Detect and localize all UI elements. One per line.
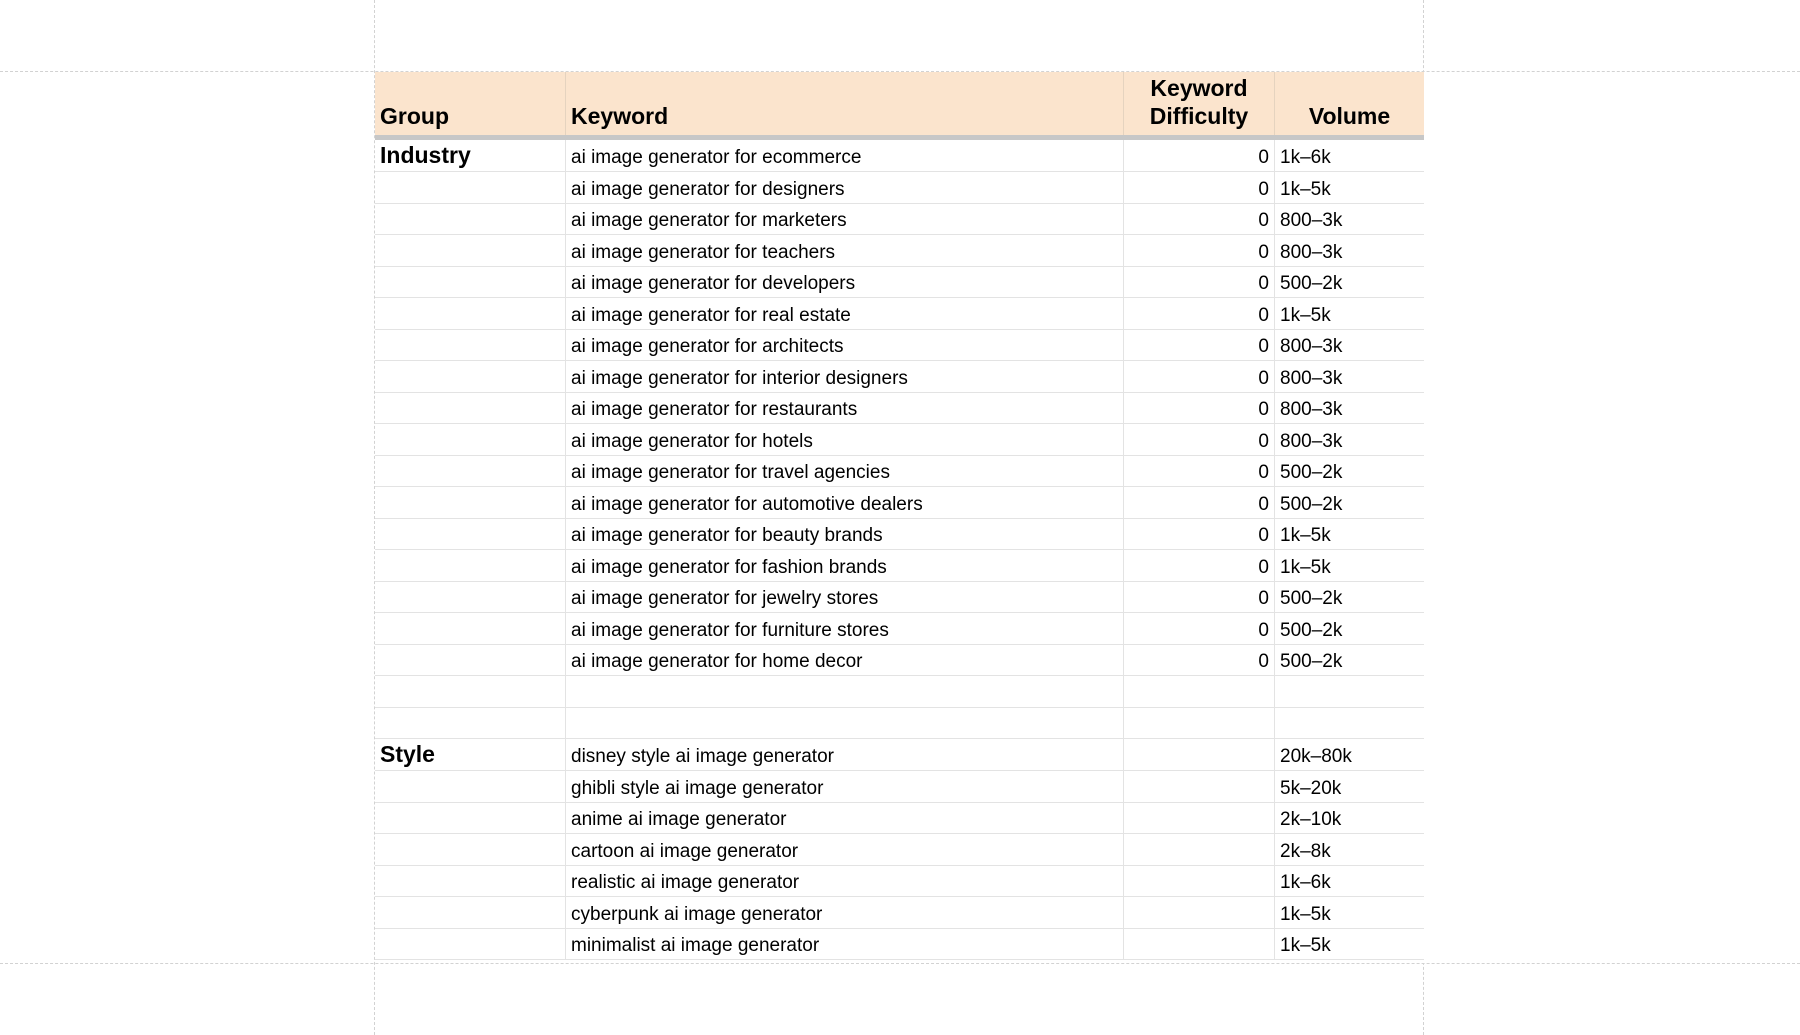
header-cell-volume[interactable]: Volume — [1308, 103, 1391, 129]
cell-keyword-text: ai image generator for hotels — [571, 430, 813, 452]
cell-volume[interactable] — [1275, 739, 1424, 770]
cell-group[interactable] — [375, 393, 566, 424]
cell-difficulty-text: 0 — [1258, 399, 1269, 420]
cell-difficulty[interactable] — [1124, 676, 1275, 707]
cell-volume-text: 800–3k — [1280, 241, 1343, 263]
cell-volume-text: 1k–6k — [1280, 147, 1331, 168]
cell-keyword[interactable] — [566, 708, 1124, 739]
cell-volume[interactable] — [1275, 204, 1424, 235]
cell-difficulty[interactable] — [1124, 487, 1275, 518]
cell-volume-text: 1k–5k — [1280, 935, 1331, 956]
cell-keyword[interactable] — [566, 172, 1124, 203]
cell-difficulty[interactable] — [1124, 330, 1275, 361]
cell-keyword[interactable] — [566, 330, 1124, 361]
cell-volume-text: 1k–6k — [1280, 872, 1331, 893]
cell-volume[interactable] — [1275, 235, 1424, 266]
cell-volume[interactable] — [1275, 676, 1424, 707]
table-row — [375, 140, 1424, 172]
cell-keyword-text: ai image generator for real estate — [571, 304, 851, 326]
cell-group[interactable] — [375, 267, 566, 298]
header-cell-keyword[interactable]: Keyword — [566, 72, 1124, 135]
cell-volume[interactable] — [1275, 866, 1424, 897]
table-row — [375, 235, 1424, 267]
cell-keyword-text: minimalist ai image generator — [571, 935, 820, 956]
cell-keyword-text: ghibli style ai image generator — [571, 777, 824, 799]
cell-volume-text: 800–3k — [1280, 367, 1343, 389]
table-row — [375, 803, 1424, 835]
cell-keyword[interactable] — [566, 361, 1124, 392]
cell-volume[interactable] — [1275, 393, 1424, 424]
cell-volume-text: 1k–5k — [1280, 178, 1331, 200]
cell-keyword[interactable] — [566, 550, 1124, 581]
cell-keyword-text: ai image generator for beauty brands — [571, 525, 883, 546]
header-cell-group[interactable]: Group — [375, 72, 566, 135]
cell-keyword[interactable] — [566, 393, 1124, 424]
cell-difficulty[interactable] — [1124, 140, 1275, 171]
cell-keyword[interactable] — [566, 582, 1124, 613]
cell-volume[interactable] — [1275, 771, 1424, 802]
table-row — [375, 708, 1424, 740]
cell-difficulty-text: 0 — [1258, 367, 1269, 389]
table-row — [375, 204, 1424, 236]
cell-volume-text: 800–3k — [1280, 430, 1343, 452]
cell-difficulty[interactable] — [1124, 393, 1275, 424]
cell-difficulty[interactable] — [1124, 645, 1275, 676]
cell-keyword[interactable] — [566, 803, 1124, 834]
cell-difficulty[interactable] — [1124, 929, 1275, 960]
cell-difficulty-text: 0 — [1258, 493, 1269, 515]
cell-keyword-text: ai image generator for restaurants — [571, 399, 858, 420]
table-row — [375, 456, 1424, 488]
cell-difficulty[interactable] — [1124, 235, 1275, 266]
cell-difficulty-text: 0 — [1258, 241, 1269, 263]
cell-difficulty-text: 0 — [1258, 430, 1269, 452]
cell-volume-text: 2k–10k — [1280, 809, 1342, 830]
cell-volume-text: 800–3k — [1280, 399, 1343, 420]
cell-volume-text: 500–2k — [1280, 588, 1343, 609]
cell-volume[interactable] — [1275, 330, 1424, 361]
cell-group[interactable] — [375, 582, 566, 613]
cell-keyword[interactable] — [566, 613, 1124, 644]
cell-volume-text: 20k–80k — [1280, 746, 1352, 767]
cell-group[interactable] — [375, 613, 566, 644]
cell-difficulty[interactable] — [1124, 361, 1275, 392]
cell-volume[interactable] — [1275, 645, 1424, 676]
table-row — [375, 676, 1424, 708]
cell-difficulty[interactable] — [1124, 866, 1275, 897]
cell-difficulty[interactable] — [1124, 298, 1275, 329]
cell-keyword-text: ai image generator for ecommerce — [571, 147, 862, 168]
cell-keyword[interactable] — [566, 235, 1124, 266]
cell-volume-text: 1k–5k — [1280, 525, 1331, 546]
cell-group[interactable] — [375, 424, 566, 455]
cell-keyword-text: ai image generator for home decor — [571, 651, 863, 672]
cell-difficulty[interactable] — [1124, 582, 1275, 613]
cell-volume[interactable] — [1275, 708, 1424, 739]
cell-keyword-text: ai image generator for jewelry stores — [571, 588, 879, 609]
cell-keyword-text: ai image generator for teachers — [571, 241, 836, 263]
cell-volume[interactable] — [1275, 803, 1424, 834]
cell-keyword[interactable] — [566, 834, 1124, 865]
cell-difficulty-text: 0 — [1258, 651, 1269, 672]
cell-volume[interactable] — [1275, 456, 1424, 487]
cell-difficulty-text: 0 — [1258, 304, 1269, 326]
cell-group[interactable] — [375, 456, 566, 487]
cell-keyword[interactable] — [566, 519, 1124, 550]
cell-group[interactable] — [375, 645, 566, 676]
table-row — [375, 897, 1424, 929]
header-cell-difficulty[interactable]: Keyword Difficulty — [1124, 72, 1275, 135]
cell-keyword[interactable] — [566, 424, 1124, 455]
table-row — [375, 771, 1424, 803]
table-row — [375, 330, 1424, 362]
cell-volume[interactable] — [1275, 267, 1424, 298]
cell-difficulty-text: 0 — [1258, 556, 1269, 578]
cell-volume[interactable] — [1275, 487, 1424, 518]
cell-keyword-text: ai image generator for interior designers — [571, 367, 908, 389]
cell-volume-text: 1k–5k — [1280, 903, 1331, 925]
cell-keyword-text: anime ai image generator — [571, 809, 787, 830]
cell-volume[interactable] — [1275, 298, 1424, 329]
cell-keyword[interactable] — [566, 298, 1124, 329]
cell-difficulty[interactable] — [1124, 803, 1275, 834]
cell-difficulty[interactable] — [1124, 708, 1275, 739]
cell-volume[interactable] — [1275, 361, 1424, 392]
cell-group[interactable] — [375, 803, 566, 834]
cell-volume-text: 2k–8k — [1280, 840, 1331, 862]
table-row — [375, 424, 1424, 456]
table-row — [375, 361, 1424, 393]
cell-difficulty[interactable] — [1124, 739, 1275, 770]
cell-group[interactable] — [375, 235, 566, 266]
table-row — [375, 582, 1424, 614]
cell-volume-text: 800–3k — [1280, 210, 1343, 231]
cell-volume[interactable] — [1275, 424, 1424, 455]
cell-keyword[interactable] — [566, 140, 1124, 171]
page-break-line-bottom — [0, 963, 1800, 964]
table-row — [375, 866, 1424, 898]
cell-group[interactable] — [375, 361, 566, 392]
table-row — [375, 613, 1424, 645]
cell-difficulty[interactable] — [1124, 613, 1275, 644]
cell-keyword[interactable] — [566, 929, 1124, 960]
cell-keyword-text: ai image generator for developers — [571, 273, 856, 294]
table-row — [375, 929, 1424, 961]
cell-volume[interactable] — [1275, 834, 1424, 865]
cell-difficulty[interactable] — [1124, 267, 1275, 298]
cell-volume[interactable] — [1275, 613, 1424, 644]
cell-keyword[interactable] — [566, 771, 1124, 802]
cell-difficulty-text: 0 — [1258, 462, 1269, 483]
cell-difficulty-text: 0 — [1258, 588, 1269, 609]
table-row — [375, 739, 1424, 771]
cell-group[interactable] — [375, 172, 566, 203]
cell-keyword-text: ai image generator for fashion brands — [571, 556, 887, 578]
cell-group[interactable] — [375, 298, 566, 329]
cell-difficulty[interactable] — [1124, 456, 1275, 487]
cell-volume-text: 500–2k — [1280, 273, 1343, 294]
cell-group[interactable] — [375, 487, 566, 518]
cell-difficulty-text: 0 — [1258, 619, 1269, 641]
cell-volume[interactable] — [1275, 172, 1424, 203]
cell-difficulty[interactable] — [1124, 897, 1275, 928]
cell-volume-text: 1k–5k — [1280, 556, 1331, 578]
cell-group[interactable] — [375, 771, 566, 802]
cell-volume-text: 5k–20k — [1280, 777, 1342, 799]
cell-keyword[interactable] — [566, 267, 1124, 298]
table-row — [375, 834, 1424, 866]
header-row — [375, 72, 1424, 140]
cell-difficulty[interactable] — [1124, 172, 1275, 203]
cell-volume-text: 500–2k — [1280, 493, 1343, 515]
cell-volume-text: 500–2k — [1280, 651, 1343, 672]
cell-keyword-text: disney style ai image generator — [571, 746, 834, 767]
cell-difficulty-text: 0 — [1258, 147, 1269, 168]
table-row — [375, 645, 1424, 677]
cell-difficulty[interactable] — [1124, 771, 1275, 802]
cell-keyword[interactable] — [566, 897, 1124, 928]
table-row — [375, 172, 1424, 204]
cell-keyword-text: cartoon ai image generator — [571, 840, 799, 862]
cell-keyword-text: ai image generator for architects — [571, 336, 844, 357]
cell-keyword-text: ai image generator for designers — [571, 178, 845, 200]
cell-difficulty-text: 0 — [1258, 273, 1269, 294]
cell-group[interactable] — [375, 550, 566, 581]
cell-volume[interactable] — [1275, 140, 1424, 171]
cell-group[interactable] — [375, 897, 566, 928]
cell-difficulty-text: 0 — [1258, 336, 1269, 357]
cell-keyword[interactable] — [566, 487, 1124, 518]
table-row — [375, 519, 1424, 551]
cell-group[interactable] — [375, 676, 566, 707]
cell-keyword[interactable] — [566, 676, 1124, 707]
cell-difficulty[interactable] — [1124, 519, 1275, 550]
cell-volume[interactable] — [1275, 550, 1424, 581]
cell-group-text: Style — [380, 741, 435, 767]
cell-group[interactable] — [375, 330, 566, 361]
cell-keyword[interactable] — [566, 456, 1124, 487]
cell-difficulty[interactable] — [1124, 834, 1275, 865]
cell-group[interactable] — [375, 929, 566, 960]
cell-volume[interactable] — [1275, 897, 1424, 928]
cell-volume-text: 500–2k — [1280, 462, 1343, 483]
cell-keyword[interactable] — [566, 866, 1124, 897]
cell-keyword[interactable] — [566, 645, 1124, 676]
cell-difficulty[interactable] — [1124, 204, 1275, 235]
cell-difficulty-text: 0 — [1258, 210, 1269, 231]
cell-difficulty[interactable] — [1124, 424, 1275, 455]
table-body — [375, 140, 1424, 960]
table-row — [375, 487, 1424, 519]
cell-difficulty-text: 0 — [1258, 178, 1269, 200]
cell-group[interactable] — [375, 739, 566, 770]
cell-volume-text: 800–3k — [1280, 336, 1343, 357]
cell-volume-text: 1k–5k — [1280, 304, 1331, 326]
cell-keyword-text: ai image generator for marketers — [571, 210, 847, 231]
cell-difficulty-text: 0 — [1258, 525, 1269, 546]
cell-volume-text: 500–2k — [1280, 619, 1343, 641]
cell-volume[interactable] — [1275, 582, 1424, 613]
cell-group[interactable] — [375, 866, 566, 897]
cell-keyword-text: ai image generator for furniture stores — [571, 619, 889, 641]
table-row — [375, 550, 1424, 582]
spreadsheet-table — [375, 72, 1424, 963]
cell-volume[interactable] — [1275, 519, 1424, 550]
cell-keyword-text: ai image generator for travel agencies — [571, 462, 890, 483]
cell-volume[interactable] — [1275, 929, 1424, 960]
cell-keyword-text: cyberpunk ai image generator — [571, 903, 823, 925]
cell-keyword[interactable] — [566, 204, 1124, 235]
table-row — [375, 393, 1424, 425]
cell-group[interactable] — [375, 708, 566, 739]
cell-group[interactable] — [375, 519, 566, 550]
table-row — [375, 267, 1424, 299]
cell-group[interactable] — [375, 140, 566, 171]
cell-keyword-text: realistic ai image generator — [571, 872, 800, 893]
cell-keyword[interactable] — [566, 739, 1124, 770]
cell-group[interactable] — [375, 204, 566, 235]
cell-difficulty[interactable] — [1124, 550, 1275, 581]
cell-group[interactable] — [375, 834, 566, 865]
cell-group-text: Industry — [380, 142, 471, 168]
cell-keyword-text: ai image generator for automotive dealers — [571, 493, 923, 515]
table-row — [375, 298, 1424, 330]
